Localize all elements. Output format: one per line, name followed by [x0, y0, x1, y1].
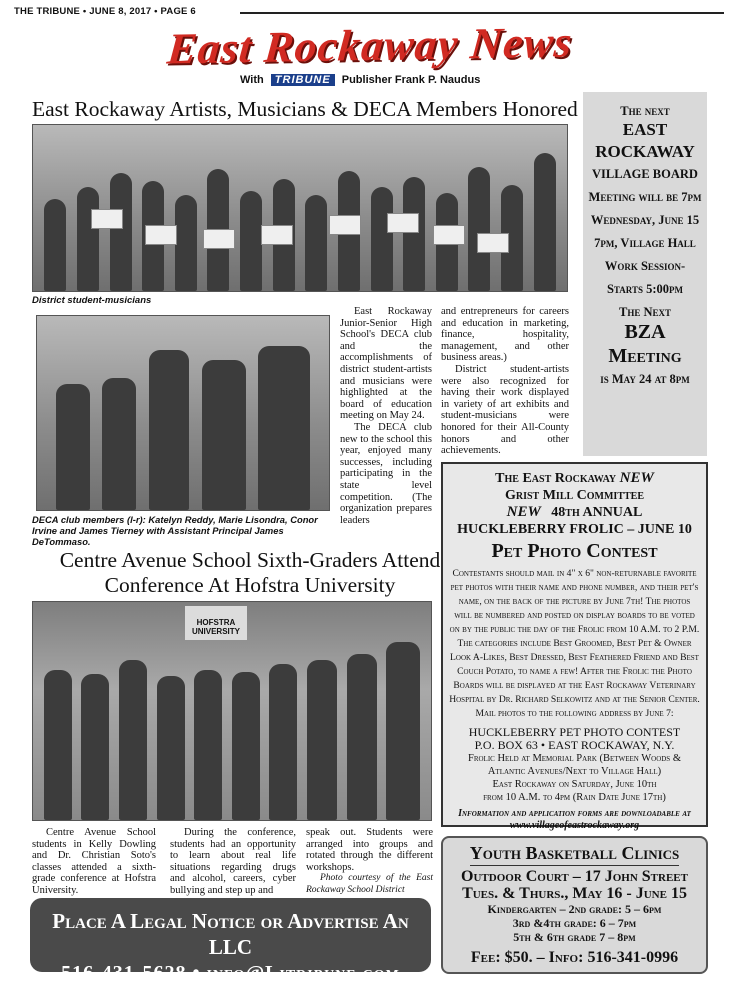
story2-paragraph: speak out. Students were arranged into groups and rotated through the different workshops.: [306, 827, 433, 873]
contest-heading: [449, 504, 700, 521]
hofstra-banner: HOFSTRA UNIVERSITY: [185, 606, 247, 640]
story2-paragraph: During the conference, students had an opportunity to learn about real life situations regarding drugs and alcohol, careers, cyber bullying and step up and: [170, 827, 296, 896]
basketball-line: 5th & 6th grade 7 – 8pm: [513, 930, 636, 944]
basketball-line: Kindergarten – 2nd grade: 5 – 6pm: [487, 902, 662, 916]
story1-paragraph: East Rockaway Junior-Senior High School's DECA club and the accomplishments of district student-artists and musicians were highlighted at the board of education meeting on May 24.: [340, 306, 432, 422]
notice-line: The next: [620, 104, 670, 118]
tribune-logo: TRIBUNE: [271, 74, 335, 86]
contest-info: Information and application forms are downloadable at: [458, 808, 691, 819]
photo-deca-club: [36, 315, 330, 511]
basketball-title: Youth Basketball Clinics: [470, 842, 680, 866]
contest-body: Contestants should mail in 4" x 6" non-returnable favorite pet photos with their name and phone number, and their pet's name, on the back of the picture by June 7th! The photos will be numbered and posted on display boards to be voted on by the public the day of the Frolic from 10 A.M. to 2 P.M. The categories include Best Groomed, Best Pet & Owner Look A-Likes, Best Dressed, Best Feathered Friend and Best Couch Potato, to name a few! After the Frolic the Photo Boards will be displayed at the East Rockaway Veterinary Hospital by Dr. Richard Selkowitz and at the Senior Center. Mail photos to the following address by June 7:: [449, 568, 700, 719]
basketball-line: Fee: $50. – Info: 516-341-0996: [470, 949, 679, 966]
notice-line: Meeting: [608, 345, 682, 367]
byline-publisher: Publisher Frank P. Naudus: [341, 74, 481, 86]
notice-line: BZA: [624, 321, 666, 343]
photo1-caption: District student-musicians: [32, 295, 152, 306]
pet-photo-contest-box: [441, 462, 708, 831]
contest-website[interactable]: www.villageofeastrockaway.org: [509, 820, 640, 831]
new-flag: NEW: [619, 470, 654, 486]
story2-column-1: [32, 827, 156, 897]
contest-address: P.O. BOX 63 • EAST ROCKAWAY, N.Y.: [474, 738, 675, 752]
new-flag: NEW: [506, 504, 541, 520]
story2-column-3: [306, 827, 433, 897]
contest-heading: [449, 470, 700, 487]
story2-headline: Centre Avenue School Sixth-Graders Attend Conference At Hofstra University: [59, 548, 441, 597]
story1-column-2: [441, 306, 569, 457]
basketball-line: Outdoor Court – 17 John Street: [461, 868, 688, 885]
photo-credit: Photo courtesy of the East Rockaway School District: [306, 873, 433, 895]
folio-rule: [240, 12, 724, 14]
contest-heading: HUCKLEBERRY FROLIC – JUNE 10: [457, 522, 692, 537]
notice-line: The Next: [619, 305, 671, 319]
photo-student-musicians: [32, 124, 568, 292]
notice-line: is May 24 at 8pm: [600, 372, 690, 386]
contest-location: Frolic Held at Memorial Park (Between Woods & Atlantic Avenues/Next to Village Hall): [467, 753, 681, 777]
legal-notice-ad: [30, 898, 431, 984]
basketball-line: Tues. & Thurs., May 16 - June 15: [462, 885, 687, 902]
village-board-notice: [583, 92, 707, 456]
story2-paragraph: Centre Avenue School students in Kelly Dowling and Dr. Christian Soto's classes attended a sixth-grade conference at Hofstra University.: [32, 827, 156, 896]
notice-line: ROCKAWAY: [595, 142, 695, 161]
notice-line: EAST: [622, 120, 668, 139]
notice-line: VILLAGE BOARD: [592, 167, 698, 181]
contest-date: East Rockaway on Saturday, June 10th: [492, 779, 657, 790]
ad-contact[interactable]: 516-431-5628 • info@Litribune.com: [61, 962, 400, 984]
contest-heading-text: 48th ANNUAL: [551, 505, 643, 520]
photo-hofstra-students: [32, 601, 432, 821]
story1-paragraph: The DECA club new to the school this year, enjoyed many successes, including participating in the state level competition. (The organization prepares leaders: [340, 421, 432, 526]
contest-heading: Grist Mill Committee: [504, 488, 645, 503]
byline-prefix: With: [240, 74, 264, 86]
photo2-caption: DECA club members (l-r): Katelyn Reddy, Marie Lisondra, Conor Irvine and James Tierney with Assistant Principal James DeTommaso.: [32, 514, 318, 547]
notice-line: Work Session-: [604, 259, 686, 273]
notice-line: Starts 5:00pm: [606, 282, 683, 296]
notice-line: Meeting will be 7pm: [588, 190, 702, 204]
youth-basketball-box: [441, 836, 708, 974]
ad-headline: Place A Legal Notice or Advertise An LLC: [52, 909, 409, 959]
story1-paragraph: and entrepreneurs for careers and education in marketing, finance, hospitality, management, and other business areas.): [441, 306, 569, 364]
story2-column-2: [170, 827, 296, 897]
contest-heading-text: The East Rockaway: [495, 471, 617, 486]
masthead-title: East Rockaway News: [165, 17, 575, 74]
masthead-byline: [240, 74, 480, 86]
page-folio: THE TRIBUNE • JUNE 8, 2017 • PAGE 6: [14, 6, 196, 17]
masthead: [110, 17, 630, 78]
contest-title: Pet Photo Contest: [491, 540, 658, 562]
basketball-line: 3rd &4th grade: 6 – 7pm: [512, 916, 637, 930]
story1-column-1: [340, 306, 432, 526]
notice-line: 7pm, Village Hall: [594, 236, 696, 250]
contest-time: from 10 A.M. to 4pm (Rain Date June 17th): [483, 792, 666, 803]
contest-address: HUCKLEBERRY PET PHOTO CONTEST: [468, 725, 681, 739]
notice-line: Wednesday, June 15: [590, 213, 700, 227]
story1-headline: East Rockaway Artists, Musicians & DECA Members Honored: [32, 97, 578, 121]
story1-paragraph: District student-artists were also recognized for having their work displayed in variety of art exhibits and student-musicians were honored for their All-County honors and other achievements.: [441, 363, 569, 457]
